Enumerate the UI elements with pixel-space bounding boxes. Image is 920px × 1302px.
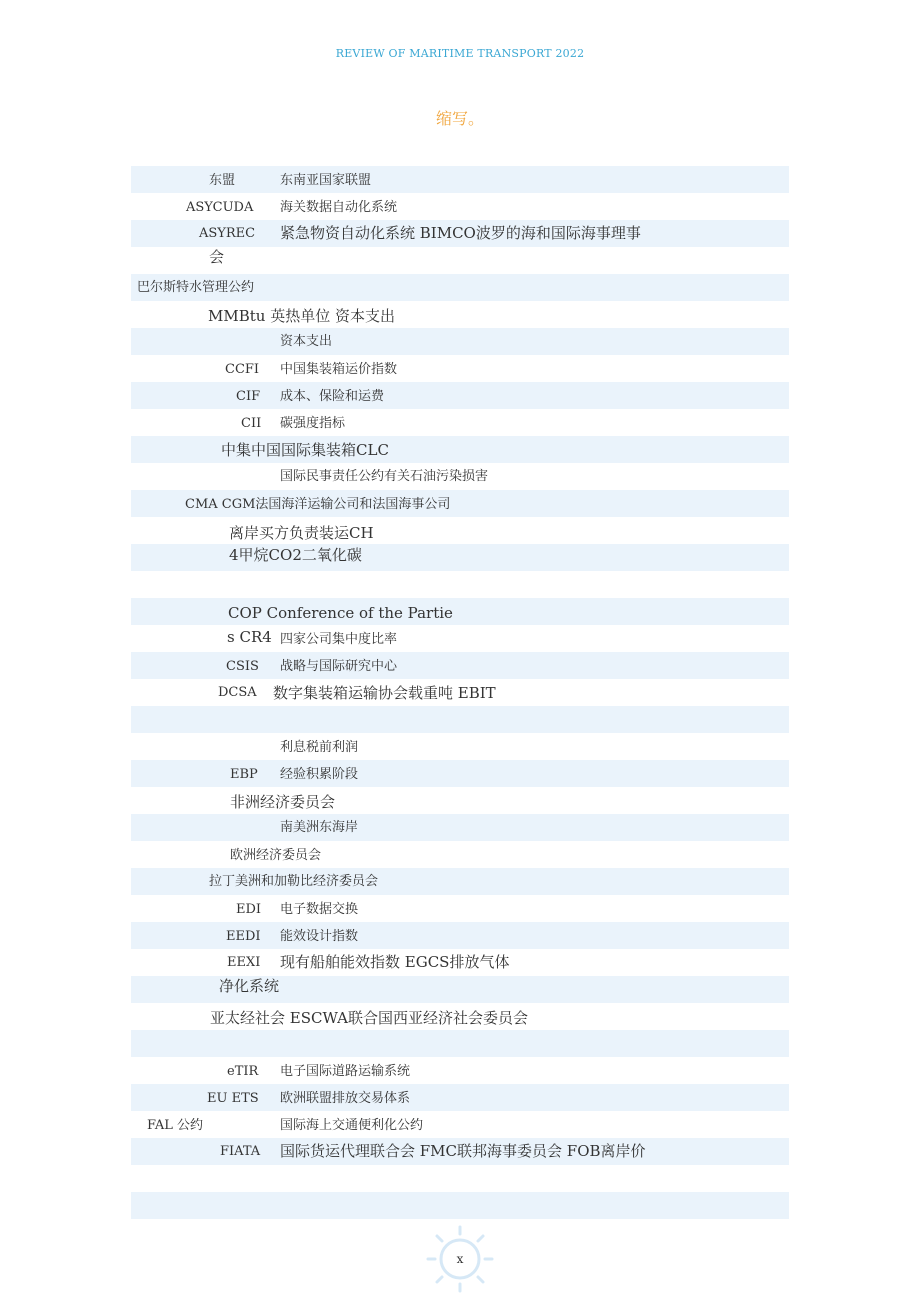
table-row (131, 598, 789, 625)
table-row (131, 544, 789, 571)
abbreviation: DCSA (218, 685, 257, 700)
table-row (131, 787, 789, 814)
definition: 数字集装箱运输协会载重吨 EBIT (273, 684, 496, 702)
merged-entry: 欧洲经济委员会 (230, 848, 322, 863)
abbreviation: ASYCUDA (186, 200, 254, 215)
table-row (131, 868, 789, 895)
abbreviation: CIF (236, 389, 261, 404)
definition: 四家公司集中度比率 (280, 632, 398, 647)
table-row (131, 1192, 789, 1219)
table-row (131, 760, 789, 787)
table-row (131, 382, 789, 409)
table-row (131, 571, 789, 598)
definition: 欧洲联盟排放交易体系 (280, 1091, 411, 1106)
definition: 战略与国际研究中心 (280, 659, 398, 674)
definition: 现有船舶能效指数 EGCS排放气体 (280, 953, 510, 971)
continued-text: 净化系统 (219, 977, 280, 995)
table-row (131, 1084, 789, 1111)
table-row (131, 355, 789, 382)
definition: 利息税前利润 (280, 740, 359, 755)
definition: 电子数据交换 (280, 902, 359, 917)
merged-entry: COP Conference of the Partie (228, 604, 453, 622)
page-title: 缩写。 (435, 109, 484, 128)
table-row (131, 922, 789, 949)
merged-entry: 非洲经济委员会 (230, 793, 336, 811)
table-row (131, 733, 789, 760)
table-row (131, 1057, 789, 1084)
abbreviation: FAL 公约 (147, 1118, 204, 1133)
table-row (131, 193, 789, 220)
abbreviation: FIATA (220, 1144, 261, 1159)
merged-entry: CMA CGM法国海洋运输公司和法国海事公司 (185, 497, 451, 512)
table-row (131, 1165, 789, 1192)
abbreviation: CCFI (225, 362, 260, 377)
running-header: REVIEW OF MARITIME TRANSPORT 2022 (335, 47, 585, 60)
table-row (131, 220, 789, 247)
table-row (131, 679, 789, 706)
table-row (131, 463, 789, 490)
definition: 资本支出 (280, 334, 333, 349)
continued-text: 会 (209, 248, 225, 266)
table-row (131, 1111, 789, 1138)
table-row (131, 895, 789, 922)
abbreviation: eTIR (227, 1064, 259, 1079)
table-row (131, 706, 789, 733)
definition: 南美洲东海岸 (280, 820, 359, 835)
merged-entry: 中集中国国际集装箱CLC (221, 441, 389, 459)
definition: 国际海上交通便利化公约 (280, 1118, 424, 1133)
abbreviation: EU ETS (207, 1091, 259, 1106)
table-row (131, 652, 789, 679)
abbreviation: EEXI (227, 955, 261, 970)
table-row (131, 328, 789, 355)
abbreviation: CSIS (226, 659, 259, 674)
table-row (131, 247, 789, 274)
definition: 能效设计指数 (280, 929, 359, 944)
table-row (131, 841, 789, 868)
table-row (131, 436, 789, 463)
definition: 东南亚国家联盟 (280, 173, 372, 188)
table-row (131, 814, 789, 841)
merged-entry: 4甲烷CO2二氧化碳 (229, 546, 362, 564)
table-row (131, 625, 789, 652)
definition: 中国集装箱运价指数 (280, 362, 398, 377)
table-row (131, 1030, 789, 1057)
abbreviation: s CR4 (227, 628, 272, 646)
table-row (131, 490, 789, 517)
abbreviation: 东盟 (209, 173, 236, 188)
abbreviation: 巴尔斯特水管理公约 (137, 280, 255, 295)
table-row (131, 517, 789, 544)
abbreviation: EEDI (226, 929, 261, 944)
definition: 成本、保险和运费 (280, 389, 385, 404)
abbreviation: EDI (236, 902, 262, 917)
merged-entry: 亚太经社会 ESCWA联合国西亚经济社会委员会 (210, 1009, 528, 1027)
definition: 碳强度指标 (280, 416, 346, 431)
table-row (131, 301, 789, 328)
merged-entry: 拉丁美洲和加勒比经济委员会 (209, 874, 379, 889)
table-row (131, 166, 789, 193)
abbreviation: EBP (230, 767, 258, 782)
definition: 紧急物资自动化系统 BIMCO波罗的海和国际海事理事 (280, 224, 641, 242)
page-number: x (456, 1252, 464, 1266)
merged-entry: 离岸买方负责装运CH (229, 524, 374, 542)
abbreviations-table (131, 166, 789, 1219)
abbreviation: ASYREC (199, 226, 256, 241)
table-row (131, 1138, 789, 1165)
definition: 国际货运代理联合会 FMC联邦海事委员会 FOB离岸价 (280, 1142, 646, 1160)
definition: 电子国际道路运输系统 (280, 1064, 411, 1079)
definition: 国际民事责任公约有关石油污染损害 (280, 469, 489, 484)
definition: 海关数据自动化系统 (280, 200, 398, 215)
merged-entry: MMBtu 英热单位 资本支出 (208, 307, 395, 325)
table-row (131, 949, 789, 976)
table-row (131, 409, 789, 436)
table-row (131, 274, 789, 301)
definition: 经验积累阶段 (280, 767, 359, 782)
table-row (131, 1003, 789, 1030)
abbreviation: CII (241, 416, 262, 431)
table-row (131, 976, 789, 1003)
